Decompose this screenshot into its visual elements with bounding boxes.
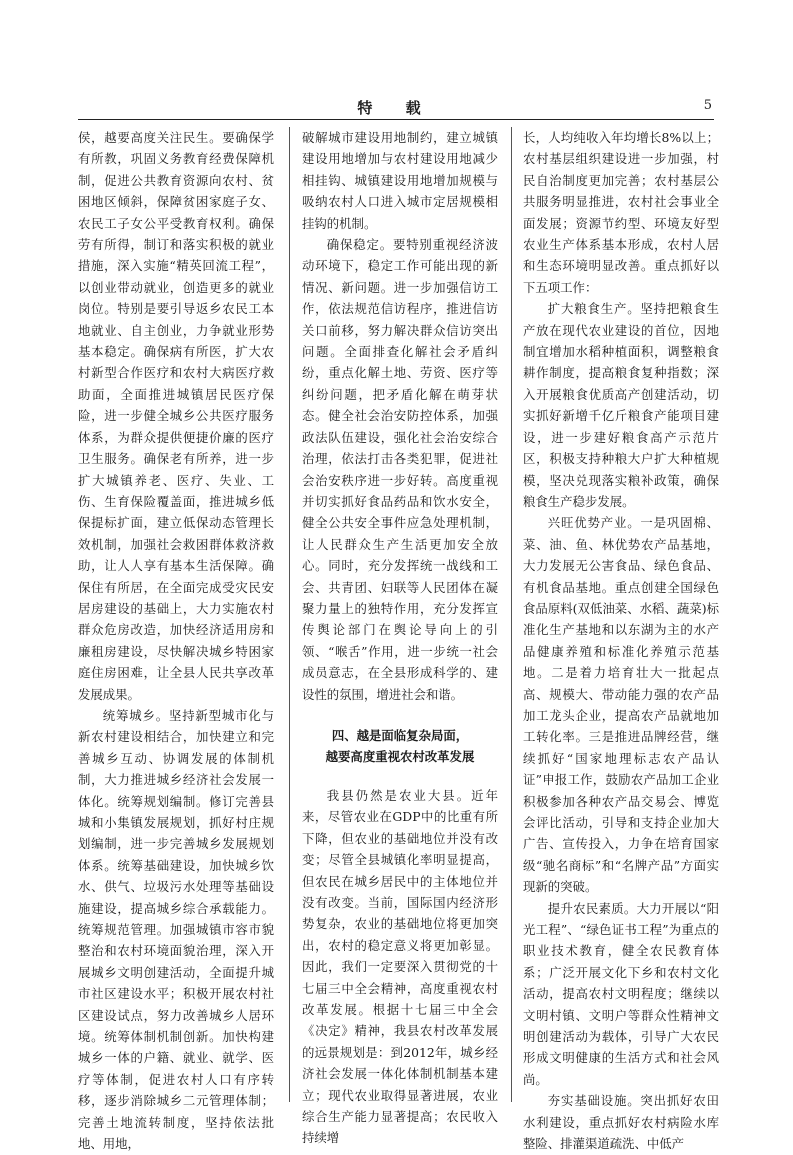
paragraph: 破解城市建设用地制约，建立城镇建设用地增加与农村建设用地减少相挂钩、城镇建设用地增加规模与吸纳农村人口进入城市定居规模相挂钩的机制。 <box>302 130 498 231</box>
paragraph: 夯实基础设施。突出抓好农田水利建设，重点抓好农村病险水库整险、排灌渠道疏洗、中低产 <box>523 1093 719 1152</box>
column-rule-left <box>289 127 290 1102</box>
text-column-2 <box>302 127 498 1146</box>
paragraph: 统筹城乡。坚持新型城市化与新农村建设相结合，加快建立和完善城乡互动、协调发展的体制机制，大力推进城乡经济社会发展一体化。统筹规划编制。修订完善县城和小集镇发展规划，抓好村庄规划编制，进一步完善城乡发展规划体系。统筹基础建设，加快城乡饮水、供气、垃圾污水处理等基础设施建设，提高城乡综合承载能力。统筹规范管理。加强城镇市容市貌整治和农村环境面貌治理，深入开展城乡文明创建活动，全面提升城市社区建设水平；积极开展农村社区建设试点，努力改善城乡人居环境。统筹体制机制创新。加快构建城乡一体的户籍、就业、就学、医疗等体制，促进农村人口有序转移，逐步消除城乡二元管理体制；完善土地流转制度，坚持依法批地、用地， <box>78 707 274 1152</box>
paragraph: 确保稳定。要特别重视经济波动环境下，稳定工作可能出现的新情况、新问题。进一步加强信访工作，依法规范信访程序，推进信访关口前移，努力解决群众信访突出问题。全面排查化解社会矛盾纠纷，重点化解土地、劳资、医疗等纠纷问题，把矛盾化解在萌芽状态。健全社会治安防控体系，加强政法队伍建设，强化社会治安综合治理，依法打击各类犯罪，促进社会治安秩序进一步好转。高度重视并切实抓好食品药品和饮水安全，健全公共安全事件应急处理机制，让人民群众生产生活更加安全放心。同时，充分发挥统一战线和工会、共青团、妇联等人民团体在凝聚力量上的独特作用，充分发挥宣传舆论部门在舆论导向上的引领、“喉舌”作用，进一步统一社会成员意志，在全县形成科学的、建设性的氛围，增进社会和谐。 <box>302 237 498 702</box>
paragraph: 我县仍然是农业大县。近年来，尽管农业在GDP中的比重有所下降，但农业的基础地位并没有改变；尽管全县城镇化率明显提高，但农民在城乡居民中的主体地位并没有改变。当前，国际国内经济形势复杂，农业的基础地位将更加突出，农村的稳定意义将更加彰显。因此，我们一定要深入贯彻党的十七届三中全会精神，高度重视农村改革发展。根据十七届三中全会《决定》精神，我县农村改革发展的远景规划是：到2012年，城乡经济社会发展一体化体制机制基本建立；现代农业取得显著进展，农业综合生产能力显著提高；农民收入持续增 <box>302 787 498 1146</box>
column-rule-right <box>511 127 512 1102</box>
section-heading-line-1: 四、越是面临复杂局面， <box>331 727 469 743</box>
page-number: 5 <box>703 98 712 113</box>
paragraph: 兴旺优势产业。一是巩固棉、菜、油、鱼、林优势农产品基地，大力发展无公害食品、绿色食品、有机食品基地。重点创建全国绿色食品原料(双低油菜、水稻、蔬菜)标准化生产基地和以东湖为主的水产品健康养殖和标准化养殖示范基地。二是着力培育壮大一批起点高、规模大、带动能力强的农产品加工龙头企业，提高农产品就地加工转化率。三是推进品牌经营，继续抓好“国家地理标志农产品认证”申报工作，鼓励农产品加工企业积极参加各种农产品交易会、博览会评比活动，引导和支持企业加大广告、宣传投入，力争在培育国家级“驰名商标”和“名牌产品”方面实现新的突破。 <box>523 515 719 895</box>
section-heading-line-2: 越要高度重视农村改革发展 <box>325 748 475 764</box>
section-title: 特 载 <box>357 99 435 117</box>
text-column-1 <box>78 127 274 1152</box>
paragraph: 侯，越要高度关注民生。要确保学有所教，巩固义务教育经费保障机制，促进公共教育资源向农村、贫困地区倾斜，保障贫困家庭子女、农民工子女公平受教育权利。确保劳有所得，制订和落实积极的就业措施，深入实施“精英回流工程”，以创业带动就业，创造更多的就业岗位。特别是要引导返乡农民工本地就业、自主创业，力争就业形势基本稳定。确保病有所医，扩大农村新型合作医疗和农村大病医疗救助面，全面推进城镇居民医疗保险，进一步健全城乡公共医疗服务体系，为群众提供便捷价廉的医疗卫生服务。确保老有所养，进一步扩大城镇养老、医疗、失业、工伤、生育保险覆盖面，推进城乡低保提标扩面，建立低保动态管理长效机制，加强社会救困群体救济救助，让人人享有基本生活保障。确保住有所居，在全面完成受灾民安居房建设的基础上，大力实施农村群众危房改造，加快经济适用房和廉租房建设，尽快解决城乡特困家庭住房困难，让全县人民共享改革发展成果。 <box>78 130 274 702</box>
paragraph: 长，人均纯收入年均增长8%以上；农村基层组织建设进一步加强，村民自治制度更加完善；农村基层公共服务明显推进，农村社会事业全面发展；资源节约型、环境友好型农业生产体系基本形成，农村人居和生态环境明显改善。重点抓好以下五项工作： <box>523 130 719 295</box>
paragraph: 扩大粮食生产。坚持把粮食生产放在现代农业建设的首位，因地制宜增加水稻种植面积，调整粮食耕作制度，提高粮食复种指数；深入开展粮食优质高产创建活动，切实抓好新增千亿斤粮食产能项目建设，进一步建好粮食高产示范片区，积极支持种粮大户扩大种植规模，坚决兑现落实粮补政策，确保粮食生产稳步发展。 <box>523 301 719 509</box>
paragraph: 提升农民素质。大力开展以“阳光工程”、“绿色证书工程”为重点的职业技术教育，健全农民教育体系；广泛开展文化下乡和农村文化活动，提高农村文明程度；继续以文明村镇、文明户等群众性精神文明创建活动为载体，引导广大农民形成文明健康的生活方式和社会风尚。 <box>523 900 719 1087</box>
section-heading <box>302 725 498 767</box>
running-header <box>78 95 714 120</box>
text-column-3 <box>523 127 719 1152</box>
